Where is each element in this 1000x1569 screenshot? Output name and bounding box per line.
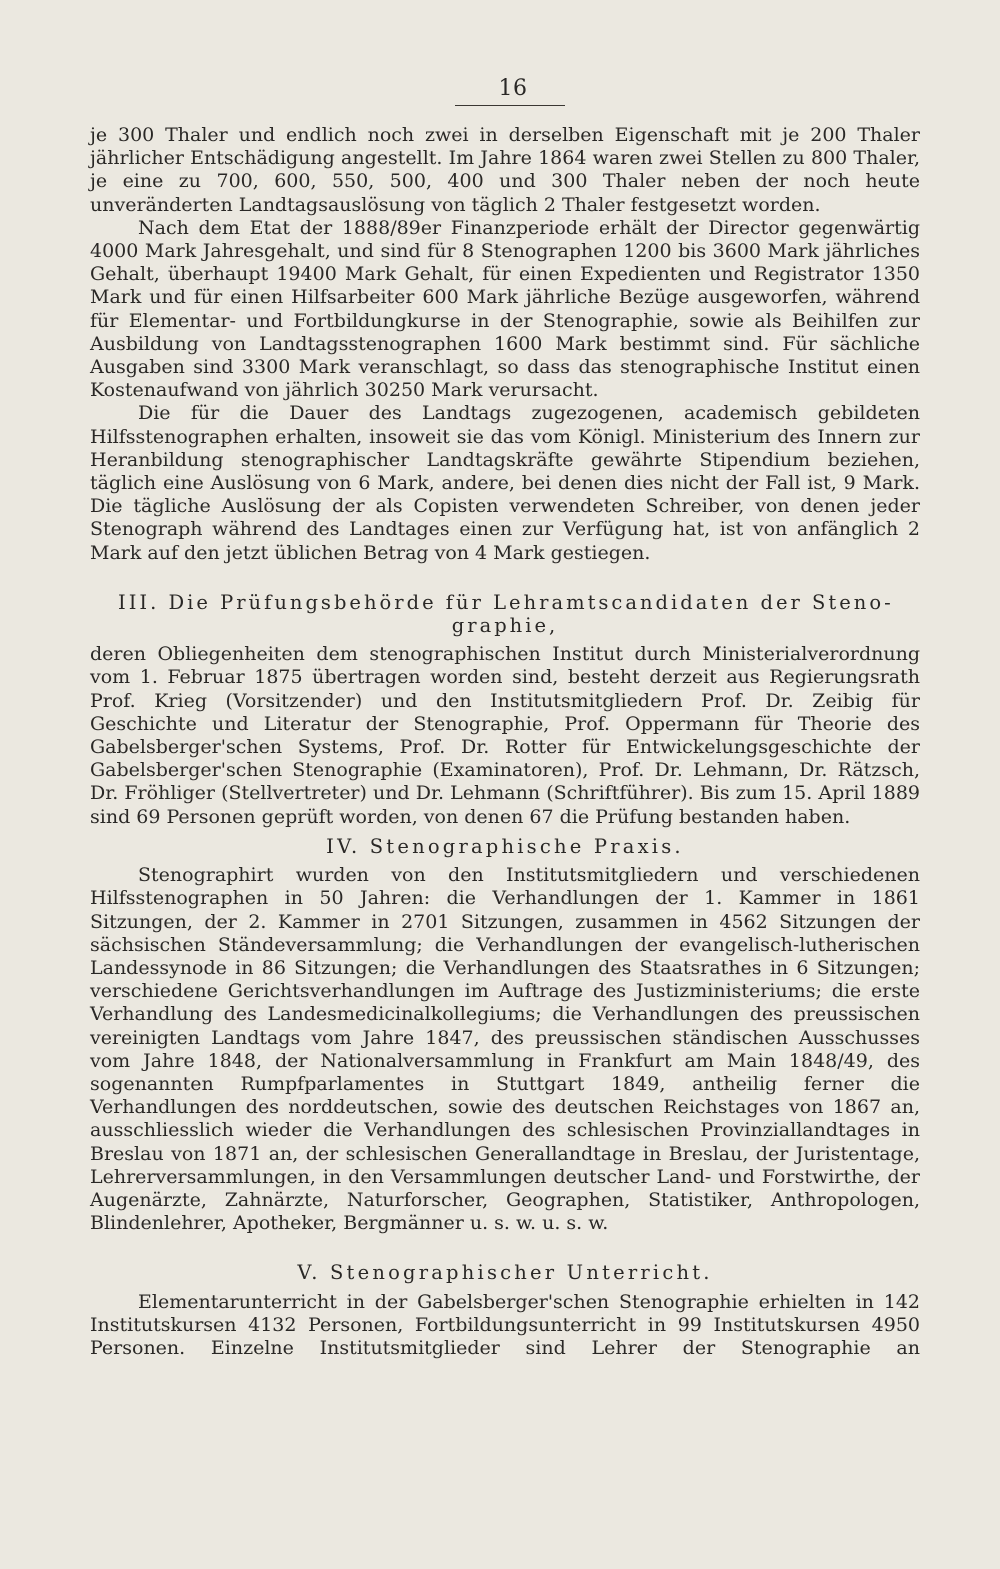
section-iv-text: Stenographirt wurden von den Institutsmitgliedern und verschiedenen Hilfsstenographen in 50 Jahren: die Verhandlungen der 1. Kammer in 1861 Sitzungen, der 2. Kammer in 2701 Sitzungen, zusammen in 4562 Sitzungen der sächsischen Ständeversammlung; die Verhandlungen der evangelisch-lutherischen Landessynode in 86 Sitzungen; die Verhandlungen des Staatsrathes in 6 Sitzungen; verschiedene Gerichtsverhandlungen im Auftrage des Justizministeriums; die erste Verhandlung des Landesmedicinalkollegiums; die Verhandlungen des preussischen vereinigten Landtags vom Jahre 1847, des preussischen ständischen Ausschusses vom Jahre 1848, der Nationalversammlung in Frankfurt am Main 1848/49, des sogenannten Rumpfparlamentes in Stuttgart 1849, antheilig ferner die Verhandlungen des norddeutschen, sowie des deutschen Reichstages von 1867 an, ausschliesslich wieder die Verhandlungen des schlesischen Provinziallandtages in Breslau von 1871 an, der schlesischen Generallandtage in Breslau, der Juristentage, Lehrerversammlungen, in den Versammlungen deutscher Land- und Forstwirthe, der Augenärzte, Zahnärzte, Naturforscher, Geographen, Statistiker, Anthropologen, Blindenlehrer, Apotheker, Bergmänner u. s. w. u. s. w.	[90, 864, 920, 1235]
paragraph-salaries-1864: je 300 Thaler und endlich noch zwei in derselben Eigenschaft mit je 200 Thaler jährlicher Entschädigung angestellt. Im Jahre 1864 waren zwei Stellen zu 800 Thaler, je eine zu 700, 600, 550, 500, 400 und 300 Thaler neben der noch heute unveränderten Landtagsauslösung von täglich 2 Thaler festgesetzt worden.	[90, 124, 920, 216]
section-iii-heading-line1: III. Die Prüfungsbehörde für Lehramtscandidaten der Steno-	[118, 590, 894, 614]
section-iii-text: deren Obliegenheiten dem stenographischen Institut durch Ministerialverordnung vom 1. Februar 1875 übertragen worden sind, besteht derzeit aus Regierungsrath Prof. Krieg (Vorsitzender) und den Institutsmitgliedern Prof. Dr. Zeibig für Geschichte und Literatur der Stenographie, Prof. Oppermann für Theorie des Gabelsberger'schen Systems, Prof. Dr. Rotter für Entwickelungsgeschichte der Gabelsberger'schen Stenographie (Examinatoren), Prof. Dr. Lehmann, Dr. Rätzsch, Dr. Fröhliger (Stellvertreter) und Dr. Lehmann (Schriftführer). Bis zum 15. April 1889 sind 69 Personen geprüft worden, von denen 67 die Prüfung bestanden haben.	[90, 643, 920, 828]
page-body	[90, 124, 920, 1360]
section-iii-heading	[90, 591, 920, 637]
section-iii-heading-line2: graphie,	[451, 614, 559, 638]
page-number-rule	[455, 105, 565, 106]
page-number: 16	[498, 76, 528, 101]
paragraph-etat-1888: Nach dem Etat der 1888/89er Finanzperiode erhält der Director gegenwärtig 4000 Mark Jahresgehalt, und sind für 8 Stenographen 1200 bis 3600 Mark jährliches Gehalt, überhaupt 19400 Mark Gehalt, für einen Expedienten und Registrator 1350 Mark und für einen Hilfsarbeiter 600 Mark jährliche Bezüge ausgeworfen, während für Elementar- und Fortbildungkurse in der Stenographie, sowie als Beihilfen zur Ausbildung von Landtagsstenographen 1600 Mark bestimmt sind. Für sächliche Ausgaben sind 3300 Mark veranschlagt, so dass das stenographische Institut einen Kostenaufwand von jährlich 30250 Mark verursacht.	[90, 216, 920, 402]
paragraph-hilfsstenographen: Die für die Dauer des Landtags zugezogenen, academisch gebildeten Hilfsstenographen erhalten, insoweit sie das vom Königl. Ministerium des Innern zur Heranbildung stenographischer Landtagskräfte gewährte Stipendium beziehen, täglich eine Auslösung von 6 Mark, andere, bei denen dies nicht der Fall ist, 9 Mark. Die tägliche Auslösung der als Copisten verwendeten Schreiber, von denen jeder Stenograph während des Landtages einen zur Verfügung hat, ist von anfänglich 2 Mark auf den jetzt üblichen Betrag von 4 Mark gestiegen.	[90, 402, 920, 564]
section-v-heading: V. Stenographischer Unterricht.	[297, 1261, 713, 1285]
section-v-text: Elementarunterricht in der Gabelsberger'schen Stenographie erhielten in 142 Institutskursen 4132 Personen, Fortbildungsunterricht in 99 Institutskursen 4950 Personen. Einzelne Institutsmitglieder sind Lehrer der Stenographie an	[90, 1290, 920, 1359]
section-iv-heading: IV. Stenographische Praxis.	[326, 834, 684, 858]
